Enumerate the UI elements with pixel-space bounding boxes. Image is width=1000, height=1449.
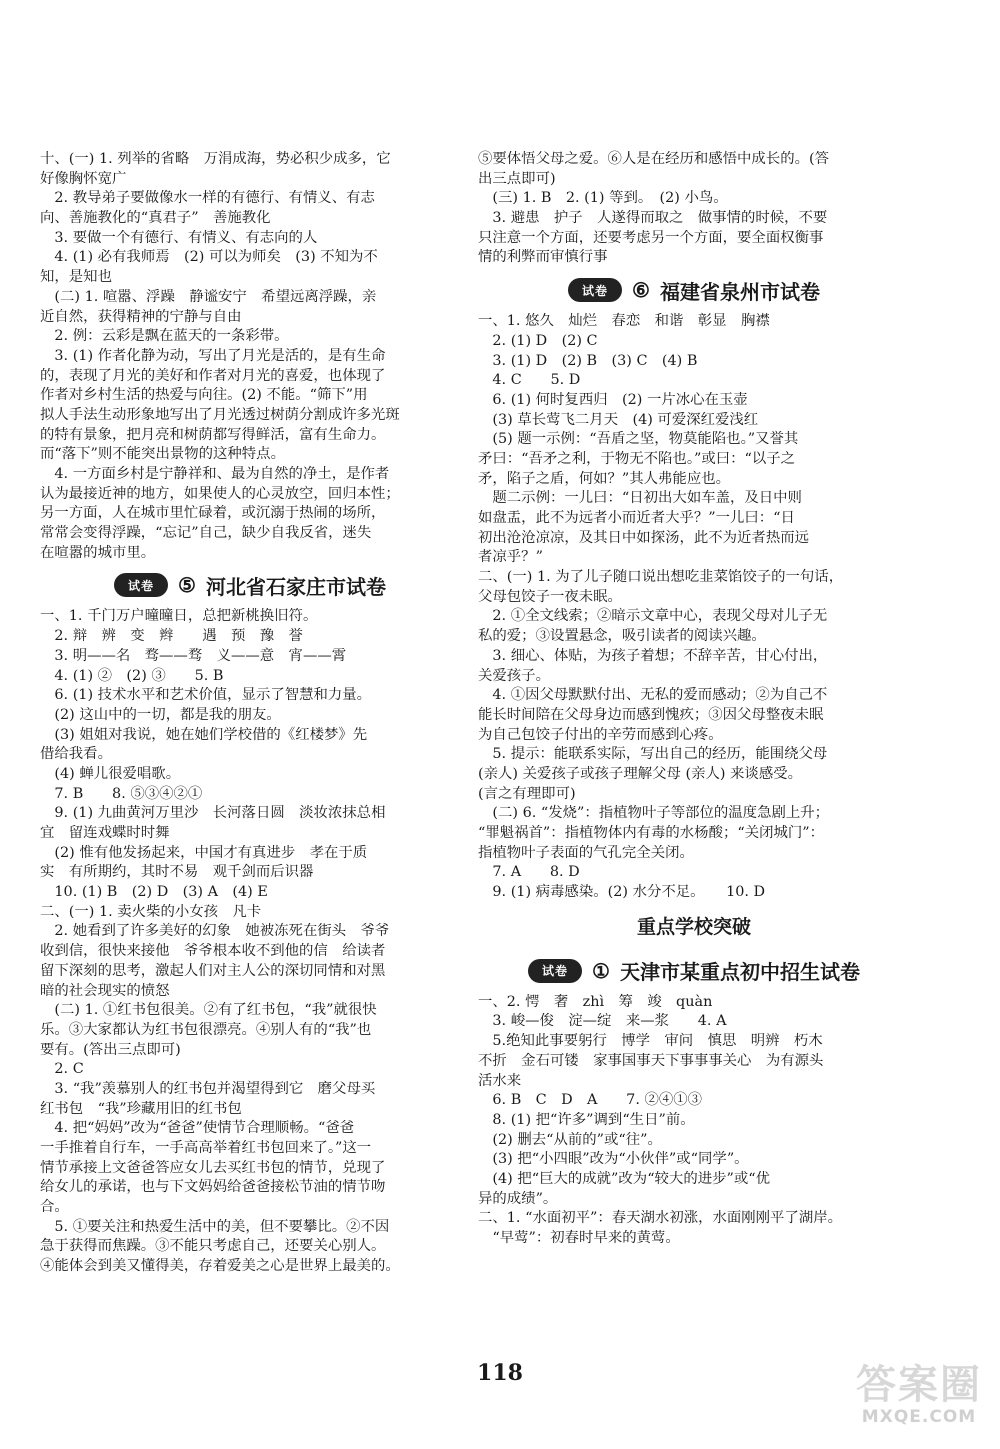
watermark-text: 答案圈 [856, 1362, 982, 1408]
answer-line: 4. C 5. D [478, 372, 581, 389]
answer-line: (2) 惟有他发扬起来，中国才有真进步 孝在于质 [40, 844, 368, 861]
page-number: 118 [477, 1360, 523, 1386]
answer-line: 关爱孩子。 [478, 667, 550, 684]
answer-line: 出三点即可) [478, 170, 556, 187]
answer-line: 要有。(答出三点即可) [40, 1041, 181, 1058]
section-title: 重点学校突破 [636, 916, 751, 939]
answer-line: 近自然，获得精神的宁静与自由 [40, 308, 242, 325]
answer-line: 为自己包饺子付出的辛劳而感到心疼。 [478, 726, 723, 743]
answer-line: 2. ①全文线索；②暗示文章中心，表现父母对儿子无 [478, 608, 828, 625]
answer-line: (二) 1. 喧嚣、浮躁 静谧安宁 希望远离浮躁，亲 [40, 288, 377, 305]
answer-line: (三) 1. B 2. (1) 等到。 (2) 小鸟。 [478, 190, 728, 207]
answer-line: 初出沧沧凉凉，及其日中如探汤，此不为近者热而远 [478, 529, 809, 546]
exam-badge: 试卷 [528, 959, 582, 983]
answer-line: (二) 6. “发烧”：指植物叶子等部位的温度急剧上升； [478, 805, 830, 822]
answer-line: 借给我看。 [40, 746, 112, 763]
answer-line: 2. 教导弟子要做像水一样的有德行、有情义、有志 [40, 190, 375, 207]
answer-line: 6. B C D A 7. ②④①③ [478, 1092, 703, 1109]
answer-line: (4) 蝉儿很爱唱歌。 [40, 765, 181, 782]
answer-line: 9. (1) 九曲黄河万里沙 长河落日圆 淡妆浓抹总相 [40, 805, 386, 822]
answer-line: 4. (1) ② (2) ③ 5. B [40, 667, 224, 684]
answer-line: 实 有所期约，其时不易 观千剑而后识器 [40, 864, 314, 881]
answer-line: 如盘盂，此不为远者小而近者大乎？”一儿曰：“日 [478, 510, 795, 526]
answer-line: 5. 提示：能联系实际，写出自己的经历，能围绕父母 [478, 746, 828, 763]
answer-line: 二、(一) 1. 卖火柴的小女孩 凡卡 [40, 903, 262, 920]
answer-line: “早莺”：初春时早来的黄莺。 [478, 1230, 680, 1246]
answer-line: 7. B 8. ⑤③④②① [40, 785, 203, 802]
answer-line: 十、(一) 1. 列举的省略 万涓成海，势必积少成多，它 [40, 151, 391, 167]
exam-heading-6 [478, 268, 910, 312]
answer-line: 2. (1) D (2) C [478, 332, 598, 349]
answer-block-right-1 [478, 150, 910, 268]
answer-line: 能长时间陪在父母身边而感到愧疚；③因父母整夜未眠 [478, 706, 824, 723]
answer-line: (3) 姐姐对我说，她在她们学校借的《红楼梦》先 [40, 726, 368, 743]
answer-line: 一、2. 愕 奢 zhì 筹 竣 quàn [478, 993, 713, 1010]
answer-line: 矛曰：“吾矛之利，于物无不陷也。”或曰：“以子之 [478, 450, 796, 467]
answer-line: 4. 一方面乡村是宁静祥和、最为自然的净土，是作者 [40, 466, 390, 482]
exam-badge: 试卷 [568, 278, 622, 302]
answer-line: ⑤要体悟父母之爱。⑥人是在经历和感悟中成长的。(答 [478, 151, 829, 167]
answer-line: 宜 留连戏蝶时时舞 [40, 825, 170, 841]
answer-block-left-2 [40, 607, 460, 1276]
answer-line: “罪魁祸首”：指植物体内有毒的水杨酸；“关闭城门”： [478, 825, 825, 841]
answer-line: 向、善施教化的“真君子” 善施教化 [40, 210, 271, 227]
answer-line: 3. (1) D (2) B (3) C (4) B [478, 352, 698, 369]
exam-heading-5 [40, 563, 460, 607]
answer-line: 10. (1) B (2) D (3) A (4) E [40, 884, 268, 901]
answer-line: 2. 她看到了许多美好的幻象 她被冻死在街头 爷爷 [40, 923, 390, 940]
answer-line: (2) 删去“从前的”或“往”。 [478, 1131, 662, 1148]
answer-line: 的，表现了月光的美好和作者对月光的喜爱，也体现了 [40, 367, 386, 384]
answer-line: 父母包饺子一夜未眠。 [478, 588, 622, 605]
answer-line: 在喧嚣的城市里。 [40, 544, 156, 561]
answer-line: 2. 例：云彩是飘在蓝天的一条彩带。 [40, 328, 289, 345]
exam-badge: 试卷 [114, 573, 168, 597]
answer-line: 给女儿的承诺，也与下文妈妈给爸爸接松节油的情节吻 [40, 1179, 386, 1196]
answer-block-right-2 [478, 312, 910, 903]
answer-line: 二、1. “水面初平”：春天湖水初涨，水面刚刚平了湖岸。 [478, 1210, 843, 1227]
answer-line: 4. 把“妈妈”改为“爸爸”使情节合理顺畅。“爸爸 [40, 1120, 355, 1137]
exam-number: ① [592, 958, 610, 983]
answer-line: 5. ①要关注和热爱生活中的美，但不要攀比。②不因 [40, 1218, 390, 1235]
left-column [40, 150, 460, 1277]
answer-line: (二) 1. ①红书包很美。②有了红书包，“我”就很快 [40, 1002, 377, 1019]
answer-line: 好像胸怀宽广 [40, 170, 127, 187]
answer-line: 知，是知也 [40, 269, 112, 286]
answer-line: 8. (1) 把“许多”调到“生日”前。 [478, 1111, 695, 1128]
answer-line: 只注意一个方面，还要考虑另一个方面，要全面权衡事 [478, 229, 824, 246]
right-column [478, 150, 910, 1249]
answer-line: (亲人) 关爱孩子或孩子理解父母 (亲人) 来谈感受。 [478, 765, 802, 782]
answer-line: 作者对乡村生活的热爱与向往。(2) 不能。“筛下”用 [40, 387, 368, 404]
watermark-logo [844, 1363, 994, 1439]
answer-line: 者凉乎？” [478, 549, 543, 566]
answer-line: 急于获得而焦躁。③不能只考虑自己，还要关心别人。 [40, 1238, 386, 1255]
answer-line: 不折 金石可镂 家事国事天下事事事关心 为有源头 [478, 1052, 824, 1069]
exam-title: 天津市某重点初中招生试卷 [619, 960, 860, 985]
answer-line: 异的成绩”。 [478, 1190, 558, 1207]
answer-line: (3) 草长莺飞二月天 (4) 可爱深红爱浅红 [478, 411, 759, 428]
answer-block-left-1 [40, 150, 460, 563]
answer-line: (言之有理即可) [478, 785, 576, 802]
answer-line: 2. C [40, 1061, 84, 1078]
answer-line: 2. 辩 辨 变 辫 遇 预 豫 誉 [40, 628, 303, 645]
answer-line: (4) 把“巨大的成就”改为“较大的进步”或“优 [478, 1170, 770, 1187]
exam-number: ⑥ [632, 278, 650, 303]
answer-line: 私的爱；③设置悬念，吸引读者的阅读兴趣。 [478, 628, 766, 645]
answer-line: 3. 细心、体贴，为孩子着想；不辞辛苦，甘心付出， [478, 647, 828, 664]
answer-line: (3) 把“小四眼”改为“小伙伴”或“同学”。 [478, 1151, 749, 1168]
answer-line: 一手推着自行车，一手高高举着红书包回来了。”这一 [40, 1140, 372, 1156]
answer-line: 另一方面，人在城市里忙碌着，或沉溺于热闹的场所， [40, 505, 386, 522]
answer-line: 拟人手法生动形象地写出了月光透过树荫分割成许多光斑 [40, 406, 400, 423]
answer-line: 指植物叶子表面的气孔完全关闭。 [478, 844, 694, 861]
answer-line: 留下深刻的思考，激起人们对主人公的深切同情和对黑 [40, 962, 386, 979]
answer-line: 4. (1) 必有我师焉 (2) 可以为师矣 (3) 不知为不 [40, 249, 378, 266]
answer-line: 收到信，很快来接他 爷爷根本收不到他的信 给读者 [40, 943, 386, 960]
answer-line: 二、(一) 1. 为了儿子随口说出想吃韭菜馅饺子的一句话， [478, 569, 844, 586]
answer-line: 而“落下”则不能突出景物的这种特点。 [40, 446, 285, 463]
answer-line: (2) 这山中的一切，都是我的朋友。 [40, 706, 281, 723]
answer-line: 3. 明——名 骛——骛 义——意 宵——霄 [40, 647, 347, 664]
answer-line: 3. 要做一个有德行、有情义、有志向的人 [40, 229, 318, 246]
answer-line: ④能体会到美又懂得美，存着爱美之心是世界上最美的。 [40, 1258, 400, 1275]
answer-line: 7. A 8. D [478, 864, 580, 881]
answer-line: 6. (1) 何时复西归 (2) 一片冰心在玉壶 [478, 391, 748, 408]
answer-line: 一、1. 千门万户曈曈日，总把新桃换旧符。 [40, 608, 318, 625]
answer-line: 3. 避患 护子 人遂得而取之 做事情的时候，不要 [478, 210, 828, 227]
answer-line: 9. (1) 病毒感染。(2) 水分不足。 10. D [478, 884, 766, 901]
answer-line: 题二示例：一儿曰：“日初出大如车盖，及日中则 [478, 490, 802, 507]
exam-title: 福建省泉州市试卷 [659, 279, 820, 304]
answer-line: 矛，陷子之盾，何如？”其人弗能应也。 [478, 470, 730, 487]
answer-line: 情节承接上文爸爸答应女儿去买红书包的情节，兑现了 [40, 1159, 386, 1176]
answer-line: 合。 [40, 1199, 69, 1216]
answer-line: 的特有景象，把月亮和树荫都写得鲜活，富有生命力。 [40, 426, 386, 443]
answer-line: 一、1. 悠久 灿烂 春恋 和谐 彰显 胸襟 [478, 313, 770, 330]
answer-line: 3. (1) 作者化静为动，写出了月光是活的，是有生命 [40, 347, 386, 364]
exam-heading-tianjin [478, 949, 910, 993]
answer-line: 情的利弊而审慎行事 [478, 249, 608, 266]
answer-line: (5) 题一示例：“吾盾之坚，物莫能陷也。”又誉其 [478, 431, 799, 448]
answer-line: 4. ①因父母默默付出、无私的爱而感动；②为自己不 [478, 687, 828, 704]
answer-block-right-3 [478, 993, 910, 1249]
answer-line: 乐。③大家都认为红书包很漂亮。④别人有的“我”也 [40, 1021, 372, 1038]
exam-number: ⑤ [178, 573, 196, 598]
answer-line: 活水来 [478, 1072, 522, 1089]
answer-line: 认为最接近神的地方，如果使人的心灵放空，回归本性； [40, 485, 400, 502]
answer-line: 常常会变得浮躁，“忘记”自己，缺少自我反省，迷失 [40, 525, 372, 542]
answer-line: 5.绝知此事要躬行 博学 审问 慎思 明辨 朽木 [478, 1033, 823, 1050]
answer-line: 暗的社会现实的愤怒 [40, 982, 170, 999]
exam-title: 河北省石家庄市试卷 [205, 574, 386, 599]
answer-line: 红书包 “我”珍藏用旧的红书包 [40, 1100, 242, 1117]
watermark-url: MXQE.COM [861, 1407, 977, 1427]
answer-line: 3. 峻—俊 淀—绽 来—浆 4. A [478, 1013, 727, 1030]
answer-line: 6. (1) 技术水平和艺术价值，显示了智慧和力量。 [40, 687, 372, 704]
answer-line: 3. “我”羡慕别人的红书包并渴望得到它 磨父母买 [40, 1080, 376, 1097]
